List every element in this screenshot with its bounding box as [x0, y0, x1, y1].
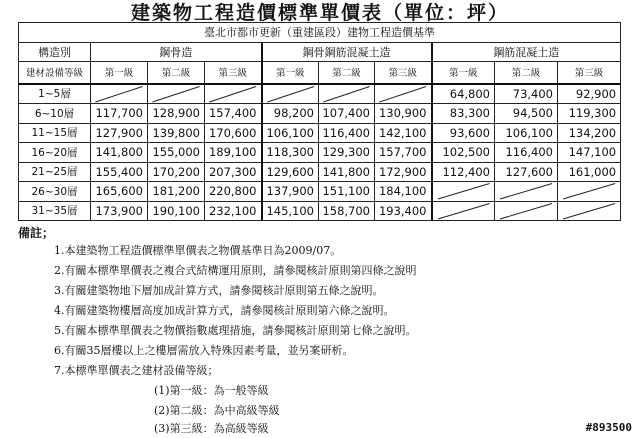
notes-label: 備註； — [18, 226, 55, 240]
price-cell: 181,200 — [148, 182, 205, 202]
price-cell: 117,700 — [91, 104, 148, 124]
corner-grade-label: 建材設備等級 — [19, 62, 91, 84]
not-applicable-cell — [91, 84, 148, 104]
price-cell: 155,000 — [148, 143, 205, 163]
price-cell: 141,800 — [319, 162, 375, 182]
price-cell: 129,300 — [319, 143, 375, 163]
not-applicable-cell — [262, 84, 319, 104]
price-cell: 139,800 — [148, 123, 205, 143]
price-cell: 98,200 — [262, 104, 319, 124]
structure-header-steel: 鋼骨造 — [91, 42, 262, 62]
page-title: 建築物工程造價標準單價表（單位：坪） — [130, 2, 509, 24]
level-header: 第三級 — [375, 62, 432, 84]
level-header: 第二級 — [495, 62, 558, 84]
not-applicable-cell — [558, 182, 621, 202]
not-applicable-cell — [558, 201, 621, 221]
price-cell: 94,500 — [495, 104, 558, 124]
not-applicable-cell — [432, 182, 495, 202]
price-cell: 172,900 — [375, 162, 432, 182]
price-cell: 130,900 — [375, 104, 432, 124]
price-cell: 161,000 — [558, 162, 621, 182]
not-applicable-cell — [319, 84, 375, 104]
price-cell: 137,900 — [262, 182, 319, 202]
level-header: 第一級 — [91, 62, 148, 84]
note-sub-item: (3)第三級：為高級等級 — [154, 422, 269, 435]
price-cell: 102,500 — [432, 143, 495, 163]
level-header: 第二級 — [148, 62, 205, 84]
price-cell: 170,200 — [148, 162, 205, 182]
price-cell: 173,900 — [91, 201, 148, 221]
diagonal-slash-icon — [433, 202, 495, 221]
price-cell: 118,300 — [262, 143, 319, 163]
price-table — [18, 22, 621, 221]
price-cell: 134,200 — [558, 123, 621, 143]
not-applicable-cell — [375, 84, 432, 104]
note-item: 4.有關建築物樓層高度加成計算方式，請參閱核計原則第六條之說明。 — [54, 304, 395, 317]
price-cell: 184,100 — [375, 182, 432, 202]
table-row — [19, 162, 621, 182]
diagonal-slash-icon — [375, 85, 431, 104]
diagonal-slash-icon — [433, 182, 495, 201]
price-cell: 157,400 — [205, 104, 262, 124]
price-cell: 170,600 — [205, 123, 262, 143]
diagonal-slash-icon — [319, 85, 374, 104]
not-applicable-cell — [495, 201, 558, 221]
price-cell: 151,100 — [319, 182, 375, 202]
price-cell: 73,400 — [495, 84, 558, 104]
table-row — [19, 182, 621, 202]
price-cell: 64,800 — [432, 84, 495, 104]
diagonal-slash-icon — [558, 202, 620, 221]
diagonal-slash-icon — [91, 85, 147, 104]
note-sub-item: (2)第二級：為中高級等級 — [154, 404, 280, 417]
diagonal-slash-icon — [558, 182, 620, 201]
price-cell: 119,300 — [558, 104, 621, 124]
price-cell: 127,900 — [91, 123, 148, 143]
price-cell: 92,900 — [558, 84, 621, 104]
table-body — [19, 84, 621, 221]
price-cell: 129,600 — [262, 162, 319, 182]
level-header: 第一級 — [262, 62, 319, 84]
note-sub-item: (1)第一級：為一般等級 — [154, 384, 269, 397]
price-cell: 112,400 — [432, 162, 495, 182]
price-cell: 142,100 — [375, 123, 432, 143]
corner-structure-label: 構造別 — [19, 42, 91, 62]
structure-header-src: 鋼骨鋼筋混凝土造 — [262, 42, 432, 62]
watermark-id: #893500 — [585, 421, 632, 434]
level-header: 第三級 — [205, 62, 262, 84]
price-cell: 157,700 — [375, 143, 432, 163]
table-row — [19, 104, 621, 124]
table-row — [19, 84, 621, 104]
diagonal-slash-icon — [495, 182, 557, 201]
price-cell: 155,400 — [91, 162, 148, 182]
diagonal-slash-icon — [263, 85, 319, 104]
diagonal-slash-icon — [495, 202, 557, 221]
not-applicable-cell — [148, 84, 205, 104]
diagonal-slash-icon — [148, 85, 204, 104]
note-item: 2.有關本標準單價表之複合式結構運用原則，請參閱核計原則第四條之說明 — [54, 264, 417, 277]
table-region-title: 臺北市都市更新（重建區段）建物工程造價基準 — [19, 23, 621, 43]
price-cell: 116,400 — [319, 123, 375, 143]
level-header: 第一級 — [432, 62, 495, 84]
note-item: 7.本標準單價表之建材設備等級； — [54, 364, 219, 377]
floor-range-cell: 31~35層 — [19, 201, 91, 221]
price-cell: 128,900 — [148, 104, 205, 124]
price-cell: 116,400 — [495, 143, 558, 163]
structure-header-rc: 鋼筋混凝土造 — [432, 42, 621, 62]
price-cell: 147,100 — [558, 143, 621, 163]
price-cell: 83,300 — [432, 104, 495, 124]
price-cell: 207,300 — [205, 162, 262, 182]
floor-range-cell: 16~20層 — [19, 143, 91, 163]
floor-range-cell: 1~5層 — [19, 84, 91, 104]
note-item: 3.有關建築物地下層加成計算方式，請參閱核計原則第五條之說明。 — [54, 284, 384, 297]
price-cell: 93,600 — [432, 123, 495, 143]
table-row — [19, 143, 621, 163]
price-cell: 193,400 — [375, 201, 432, 221]
diagonal-slash-icon — [205, 85, 261, 104]
not-applicable-cell — [205, 84, 262, 104]
not-applicable-cell — [432, 201, 495, 221]
price-cell: 165,600 — [91, 182, 148, 202]
note-item: 6.有關35層樓以上之樓層需放入特殊因素考量，並另案研析。 — [54, 344, 354, 357]
floor-range-cell: 21~25層 — [19, 162, 91, 182]
price-cell: 106,100 — [495, 123, 558, 143]
not-applicable-cell — [495, 182, 558, 202]
price-cell: 220,800 — [205, 182, 262, 202]
price-cell: 189,100 — [205, 143, 262, 163]
note-item: 5.有關本標準單價表之物價指數處理措施，請參閱核計原則第七條之說明。 — [54, 324, 417, 337]
table-row — [19, 201, 621, 221]
price-cell: 190,100 — [148, 201, 205, 221]
note-item: 1.本建築物工程造價標準單價表之物價基準日為2009/07。 — [54, 244, 342, 257]
floor-range-cell: 26~30層 — [19, 182, 91, 202]
price-cell: 127,600 — [495, 162, 558, 182]
table-row — [19, 123, 621, 143]
price-cell: 141,800 — [91, 143, 148, 163]
price-cell: 107,400 — [319, 104, 375, 124]
level-header: 第二級 — [319, 62, 375, 84]
price-cell: 232,100 — [205, 201, 262, 221]
floor-range-cell: 11~15層 — [19, 123, 91, 143]
level-header: 第三級 — [558, 62, 621, 84]
floor-range-cell: 6~10層 — [19, 104, 91, 124]
price-cell: 145,100 — [262, 201, 319, 221]
price-cell: 158,700 — [319, 201, 375, 221]
price-cell: 106,100 — [262, 123, 319, 143]
